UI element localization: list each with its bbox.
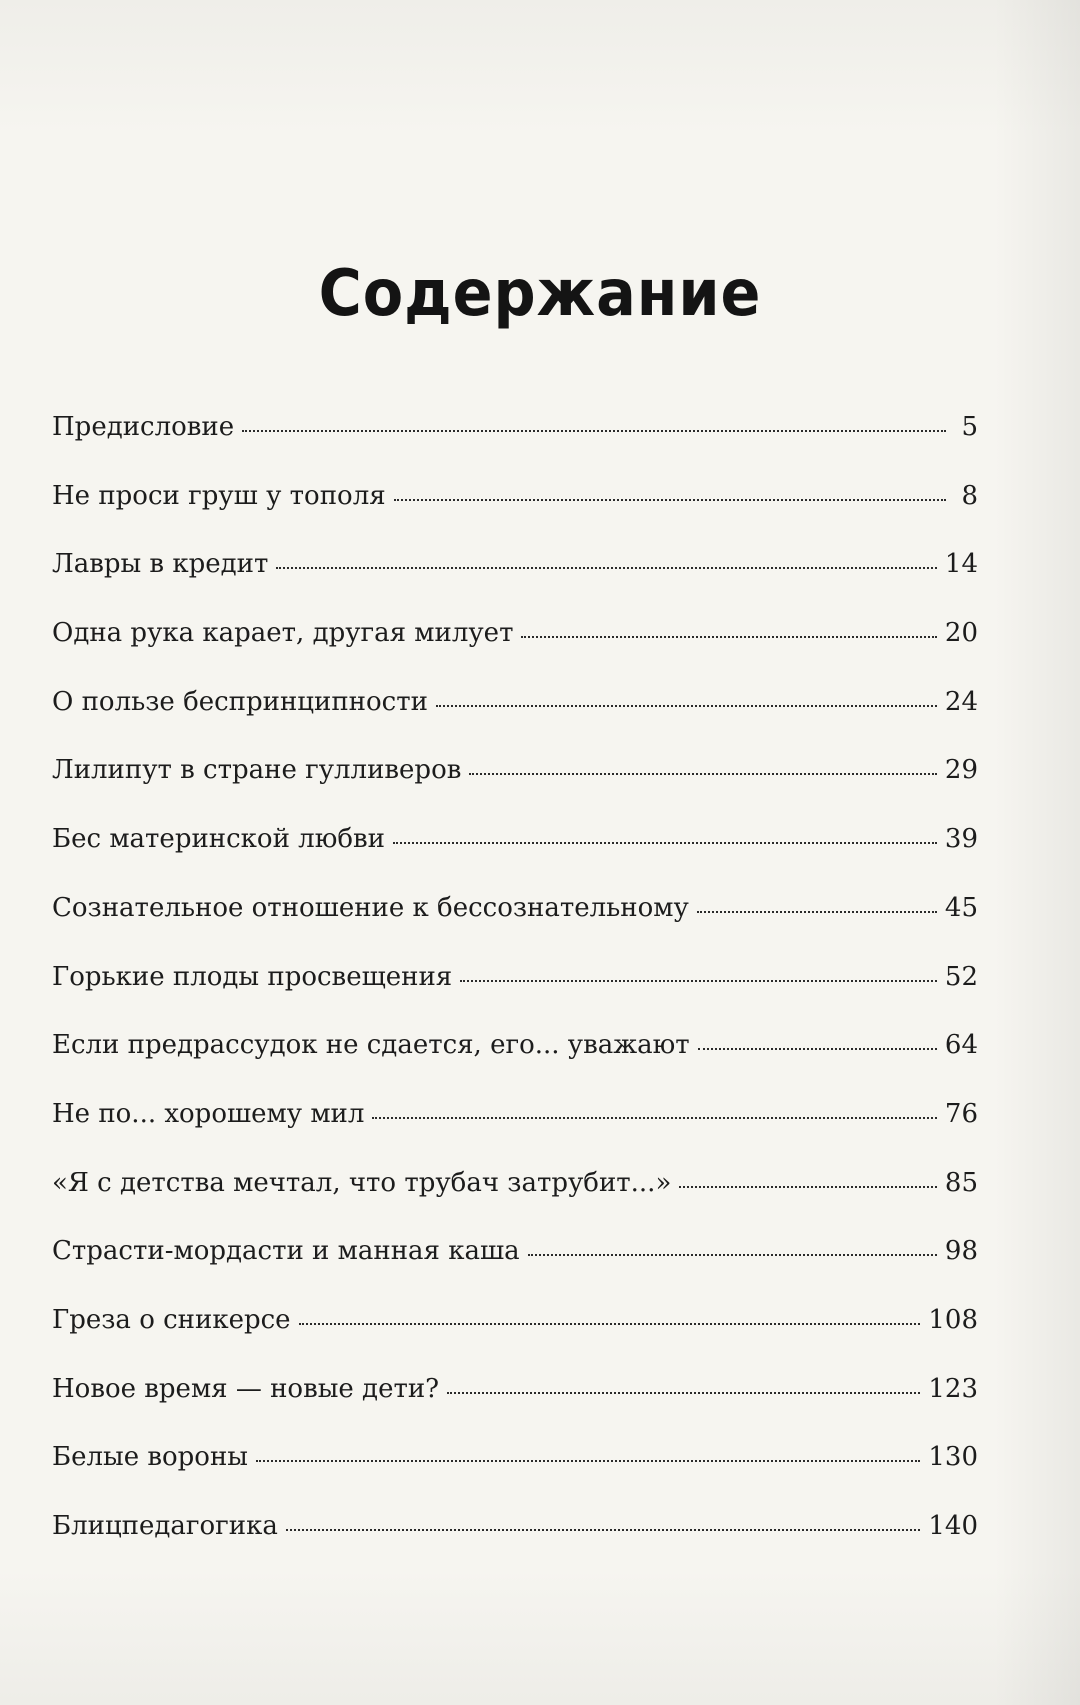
toc-entry <box>52 551 978 620</box>
toc-entry-page: 20 <box>944 618 978 649</box>
toc-entry-page: 140 <box>928 1511 978 1541</box>
toc-leader-dots <box>528 1254 937 1256</box>
toc-entry-page: 8 <box>961 480 978 511</box>
toc-leader-dots <box>299 1323 921 1325</box>
toc-entry <box>52 961 978 1033</box>
toc-entry <box>52 1098 978 1170</box>
toc-entry-label: О пользе беспринципности <box>52 686 428 717</box>
toc-entry-page: 76 <box>944 1098 978 1129</box>
toc-entry-page: 64 <box>944 1030 978 1061</box>
toc-entry <box>52 1444 978 1513</box>
toc-entry-page: 98 <box>944 1236 978 1267</box>
toc-leader-dots <box>460 980 937 982</box>
toc-leader-dots <box>276 567 937 569</box>
toc-leader-dots <box>256 1460 920 1462</box>
toc-entry-label: Греза о сникерсе <box>52 1304 291 1335</box>
toc-entry-label: Если предрассудок не сдается, его... уважают <box>52 1030 690 1061</box>
toc-entry-label: Сознательное отношение к бессознательному <box>52 892 689 923</box>
toc-leader-dots <box>436 705 937 707</box>
toc-entry-page: 24 <box>944 686 978 717</box>
page-title: Содержание <box>318 257 762 331</box>
toc-leader-dots <box>679 1186 937 1188</box>
toc-entry-label: «Я с детства мечтал, что трубач затрубит...» <box>52 1167 672 1198</box>
toc-entry-page: 45 <box>944 892 978 923</box>
toc-entry-label: Не проси груш у тополя <box>52 480 386 511</box>
toc-leader-dots <box>697 911 937 913</box>
toc-entry <box>52 892 978 964</box>
toc-entry-label: Бес материнской любви <box>52 824 385 855</box>
toc-leader-dots <box>242 430 946 432</box>
toc-entry <box>52 480 978 552</box>
toc-entry <box>52 1032 978 1101</box>
toc-entry-page: 108 <box>928 1304 978 1335</box>
toc-entry-label: Не по... хорошему мил <box>52 1098 365 1129</box>
toc-leader-dots <box>372 1117 937 1119</box>
toc-entry <box>52 686 978 758</box>
toc-entry <box>52 1304 978 1376</box>
toc-leader-dots <box>521 636 936 638</box>
toc-entry-page: 85 <box>944 1167 978 1198</box>
toc-entry-page: 123 <box>928 1373 978 1404</box>
toc-entry <box>52 1373 978 1445</box>
toc-leader-dots <box>394 499 946 501</box>
toc-entry-label: Новое время — новые дети? <box>52 1373 440 1404</box>
toc-entry-label: Белые вороны <box>52 1442 248 1473</box>
toc-entry-page: 5 <box>961 412 978 442</box>
toc-entry-label: Одна рука карает, другая милует <box>52 618 514 649</box>
toc-entry <box>52 620 978 689</box>
toc-entry-page: 29 <box>944 755 978 786</box>
toc-entry-label: Блицпедагогика <box>52 1511 278 1541</box>
toc-leader-dots <box>286 1529 920 1531</box>
toc-entry-page: 52 <box>944 961 978 992</box>
toc-entry <box>52 1513 978 1582</box>
toc-entry <box>52 414 978 483</box>
toc-leader-dots <box>469 773 937 775</box>
toc-entry <box>52 757 978 826</box>
toc-leader-dots <box>447 1392 920 1394</box>
toc-entry-label: Лилипут в стране гулливеров <box>52 755 462 786</box>
toc-entry-label: Предисловие <box>52 412 235 442</box>
toc-entry-label: Горькие плоды просвещения <box>52 961 453 992</box>
table-of-contents <box>52 414 978 1582</box>
toc-entry-page: 130 <box>928 1442 978 1473</box>
toc-entry-page: 39 <box>944 824 978 855</box>
toc-entry-page: 14 <box>944 549 978 580</box>
toc-leader-dots <box>393 842 937 844</box>
toc-leader-dots <box>698 1048 937 1050</box>
toc-entry <box>52 1167 978 1239</box>
toc-entry <box>52 826 978 895</box>
toc-entry-label: Лавры в кредит <box>52 549 269 580</box>
toc-entry-label: Страсти-мордасти и манная каша <box>52 1236 520 1267</box>
toc-entry <box>52 1238 978 1307</box>
